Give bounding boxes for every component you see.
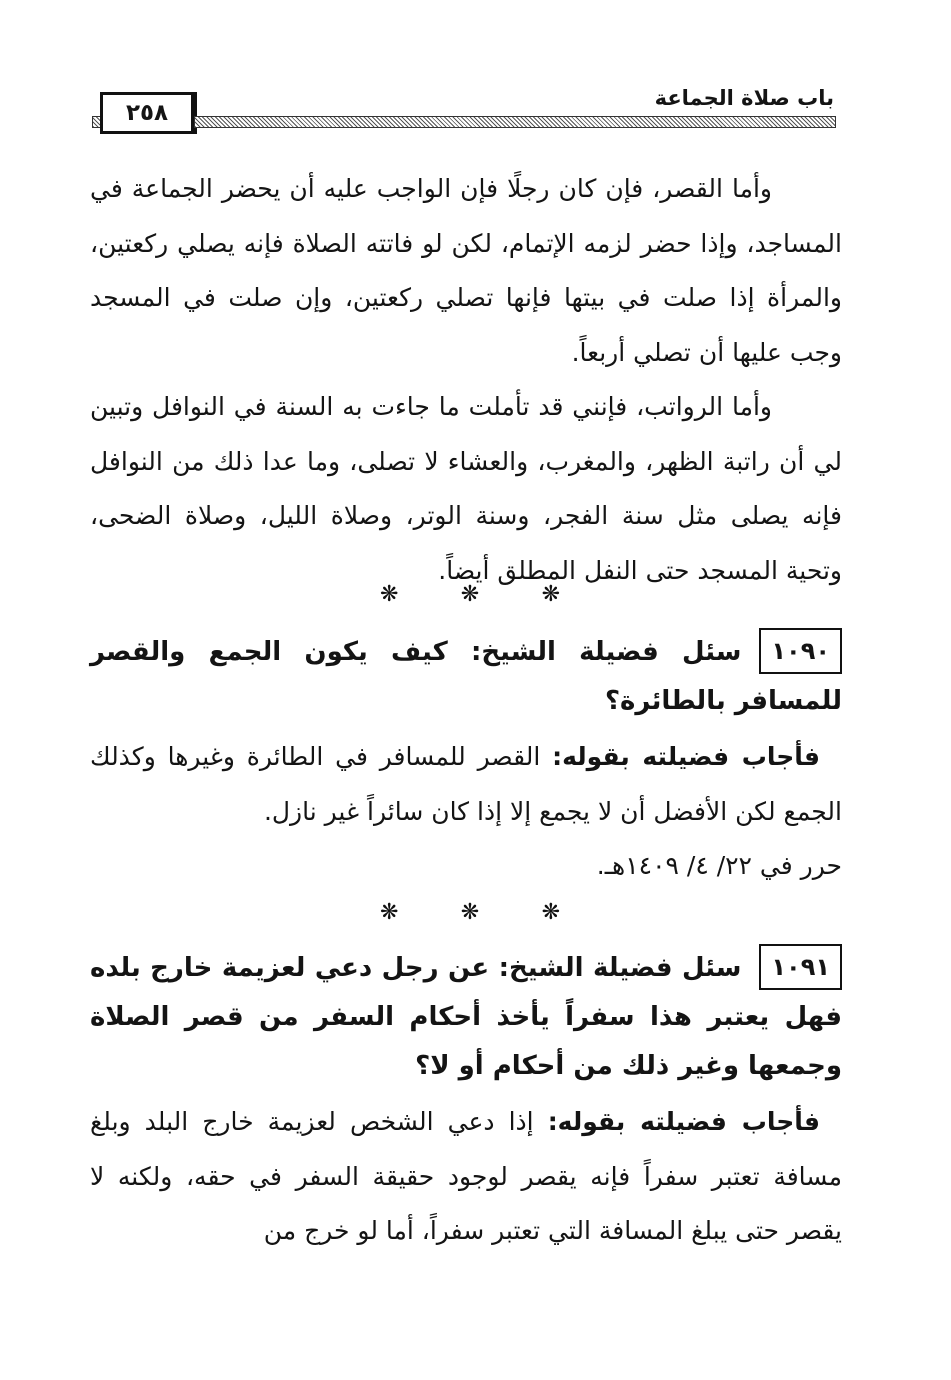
- star-ornament-icon: ❋: [460, 900, 480, 925]
- fatwa-number-badge: ١٠٩٠: [759, 628, 842, 674]
- star-ornament-icon: ❋: [460, 582, 480, 607]
- star-ornament-icon: ❋: [380, 900, 399, 925]
- answer-body: إذا دعي الشخص لعزيمة خارج البلد وبلغ مسافة تعتبر سفراً فإنه يقصر لوجود حقيقة السفر في حقه، ولكنه لا يقصر حتى يبلغ المسافة التي تعتبر سفراً، أما لو خرج من: [90, 1107, 842, 1245]
- chapter-title: باب صلاة الجماعة: [654, 86, 834, 110]
- section-1-text: [90, 162, 842, 598]
- fatwa-1090: [90, 628, 842, 894]
- question-body: سئل فضيلة الشيخ: كيف يكون الجمع والقصر للمسافر بالطائرة؟: [90, 637, 842, 716]
- paragraph-qasr: وأما القصر، فإن كان رجلًا فإن الواجب عليه أن يحضر الجماعة في المساجد، وإذا حضر لزمه الإتمام، لكن لو فاتته الصلاة فإنه يصلي ركعتين، والمرأة إذا صلت في بيتها فإنها تصلي ركعتين، وإن صلت في المسجد وجب عليها أن تصلي أربعاً.: [90, 174, 842, 367]
- section-separator: [380, 900, 560, 925]
- star-ornament-icon: ❋: [541, 582, 560, 607]
- answer-text: [90, 1095, 842, 1259]
- date-line: حرر في ٢٢/ ٤/ ١٤٠٩هـ.: [596, 851, 842, 880]
- question-body: سئل فضيلة الشيخ: عن رجل دعي لعزيمة خارج بلده فهل يعتبر هذا سفراً يأخذ أحكام السفر من قصر الصلاة وجمعها وغير ذلك من أحكام أو لا؟: [90, 953, 842, 1081]
- answer-lead: فأجاب فضيلته بقوله:: [552, 742, 820, 771]
- answer-lead: فأجاب فضيلته بقوله:: [547, 1107, 820, 1136]
- page-number: ٢٥٨: [100, 92, 197, 134]
- header-rule-right: [194, 116, 836, 128]
- answer-body: القصر للمسافر في الطائرة وغيرها وكذلك الجمع لكن الأفضل أن لا يجمع إلا إذا كان سائراً غير نازل.: [90, 742, 842, 826]
- fatwa-1091: [90, 944, 842, 1259]
- star-ornament-icon: ❋: [541, 900, 560, 925]
- paragraph-rawatib: وأما الرواتب، فإنني قد تأملت ما جاءت به السنة في النوافل وتبين لي أن راتبة الظهر، والمغرب، والعشاء لا تصلى، وما عدا ذلك من النوافل فإنه يصلى مثل سنة الفجر، وسنة الوتر، وصلاة الليل، وصلاة الضحى، وتحية المسجد حتى النفل المطلق أيضاً.: [90, 392, 842, 585]
- question-text: [90, 944, 842, 1091]
- running-header: [92, 86, 836, 136]
- question-text: [90, 628, 842, 726]
- answer-text: [90, 730, 842, 839]
- section-separator: [380, 582, 560, 607]
- fatwa-number-badge: ١٠٩١: [759, 944, 842, 990]
- star-ornament-icon: ❋: [380, 582, 399, 607]
